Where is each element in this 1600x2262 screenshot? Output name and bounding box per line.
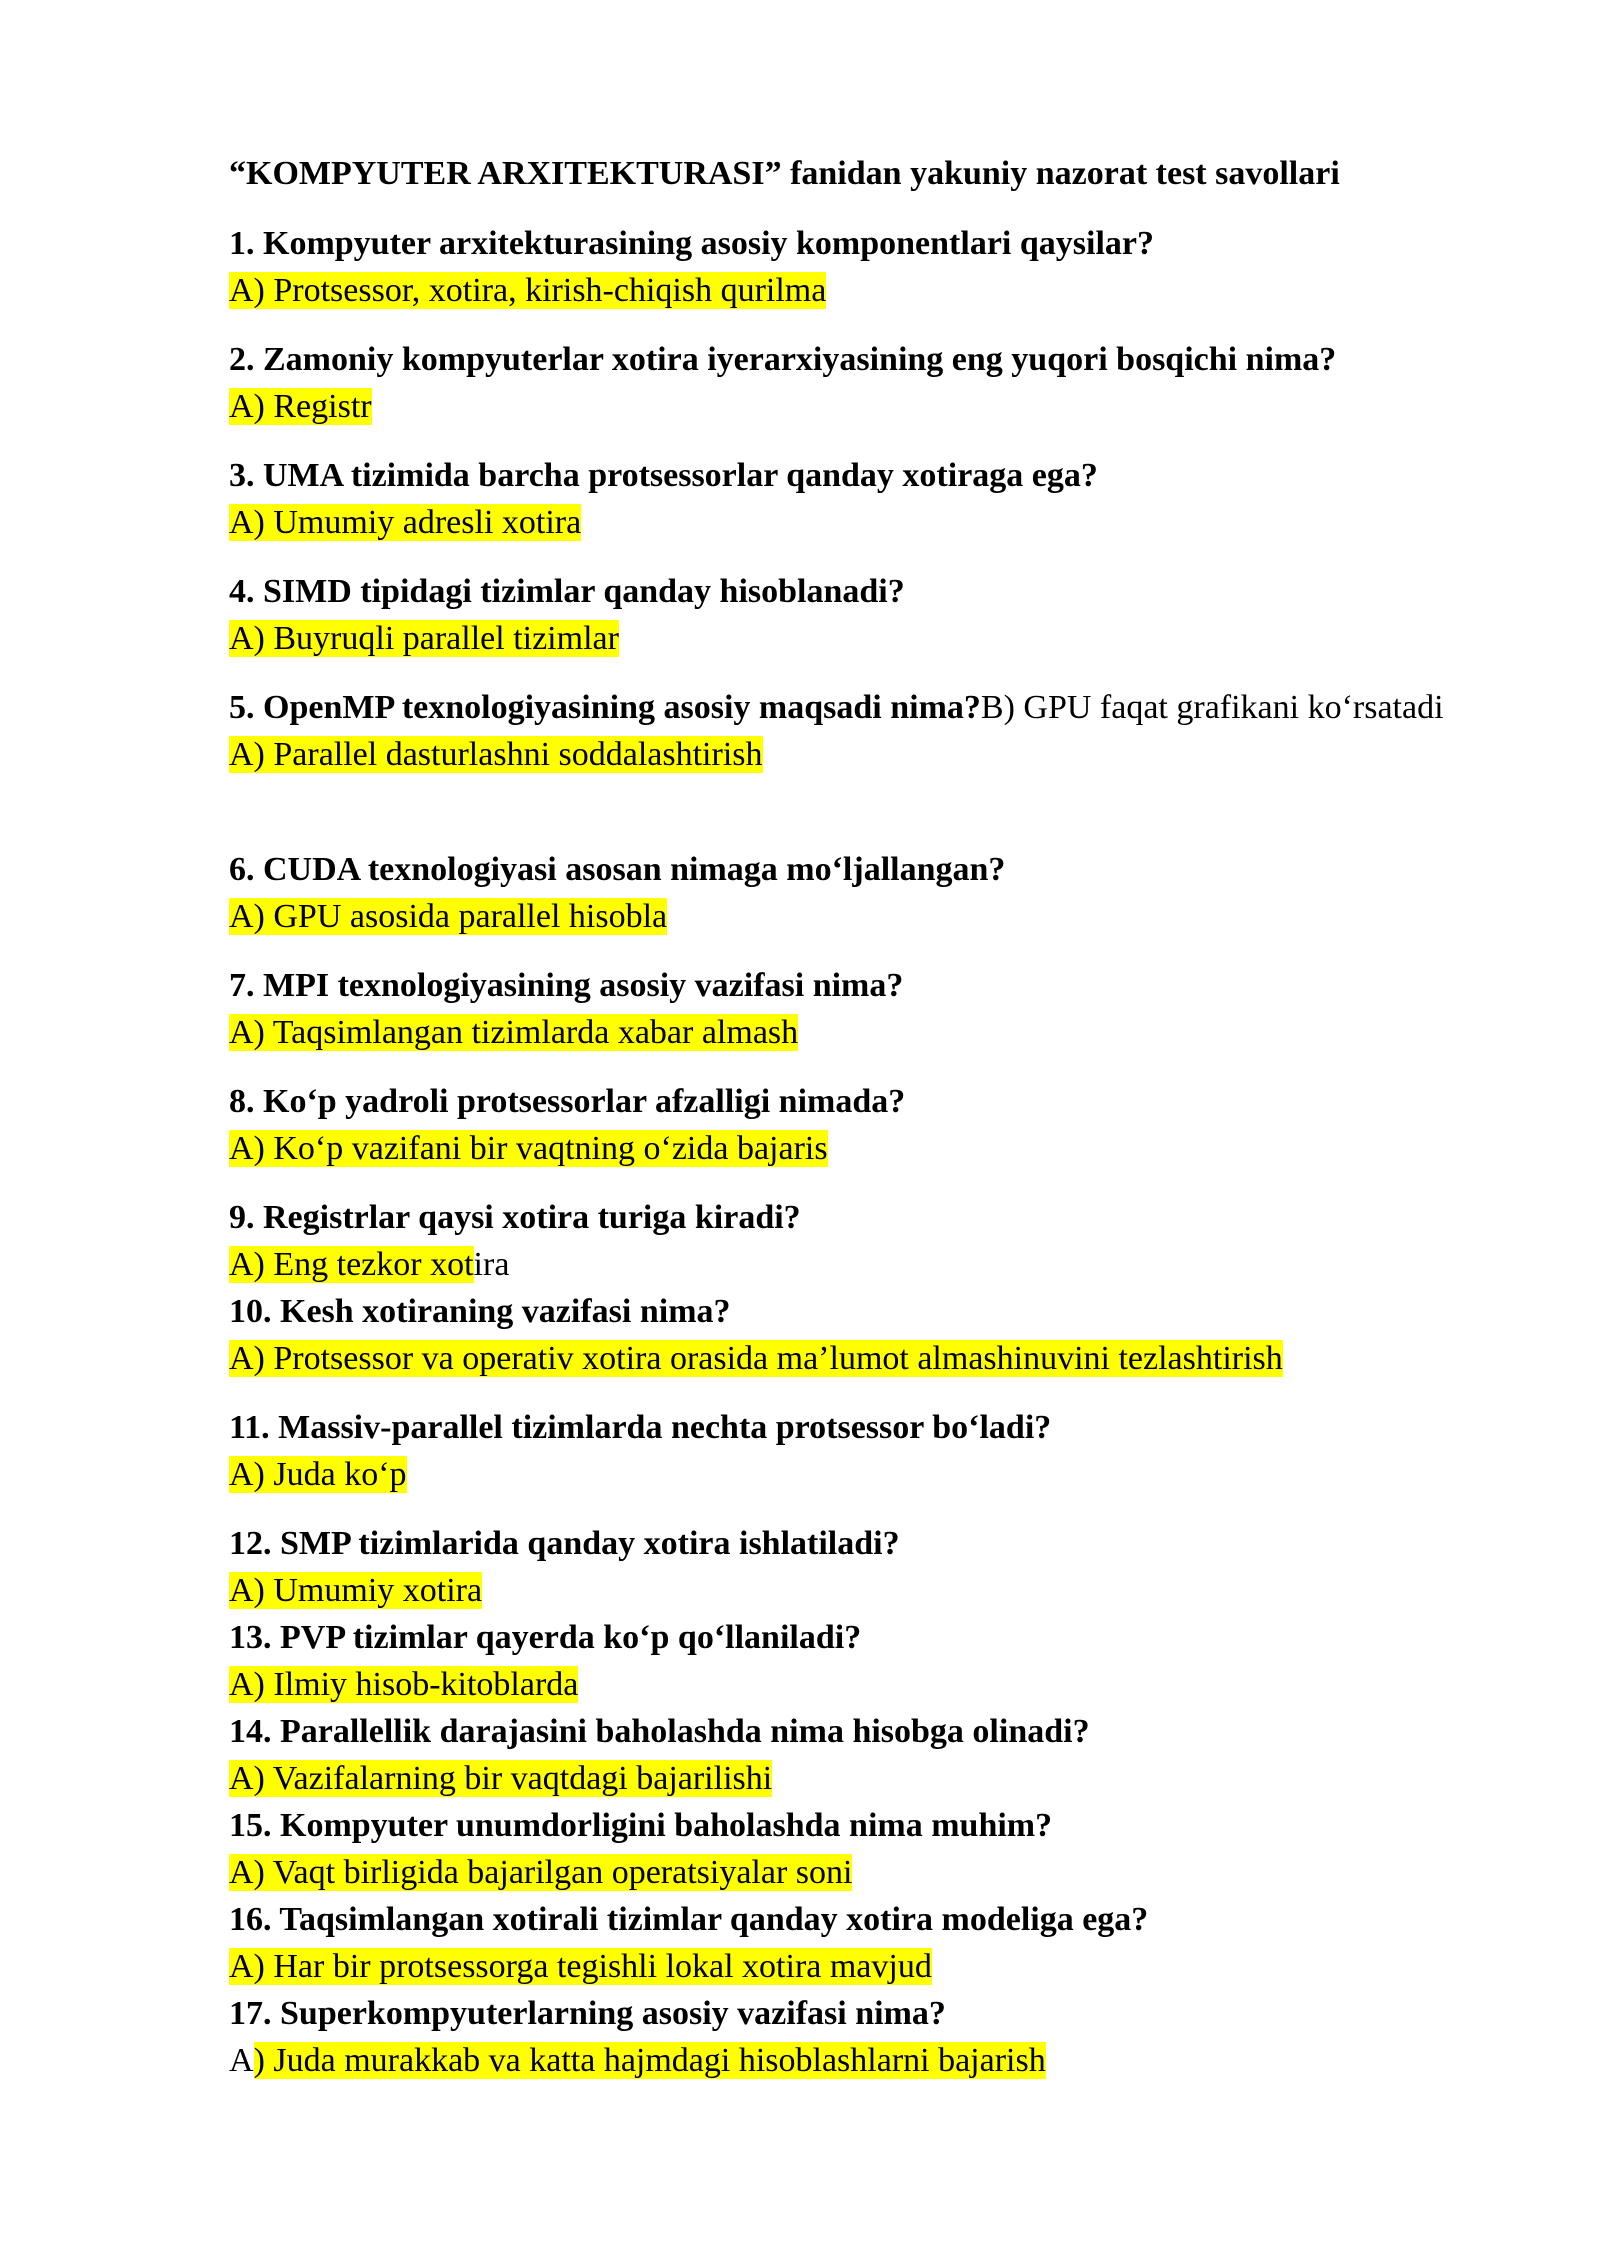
question-text: 1. Kompyuter arxitekturasining asosiy komponentlari qaysilar?	[229, 225, 1154, 262]
answer-text: A) Juda ko‘p	[229, 1456, 407, 1493]
question-item-15	[229, 1802, 1459, 1896]
question-text: 10. Kesh xotiraning vazifasi nima?	[229, 1293, 731, 1330]
answer-text: A) Umumiy adresli xotira	[229, 504, 582, 541]
answer-text: A) Vazifalarning bir vaqtdagi bajarilishi	[229, 1760, 773, 1797]
question-text: 5. OpenMP texnologiyasining asosiy maqsadi nima?	[229, 689, 981, 726]
question-item-12	[229, 1520, 1459, 1614]
question-item-10	[229, 1288, 1459, 1382]
question-text: 16. Taqsimlangan xotirali tizimlar qanday xotira modeliga ega?	[229, 1901, 1149, 1938]
question-item-17	[229, 1990, 1459, 2084]
question-text: 4. SIMD tipidagi tizimlar qanday hisoblanadi?	[229, 573, 905, 610]
answer-text: A) Umumiy xotira	[229, 1572, 483, 1609]
answer-text: A) Buyruqli parallel tizimlar	[229, 620, 619, 657]
answer-text: A) Protsessor, xotira, kirish-chiqish qurilma	[229, 272, 827, 309]
question-item-11	[229, 1404, 1459, 1498]
question-text: 3. UMA tizimida barcha protsessorlar qanday xotiraga ega?	[229, 457, 1098, 494]
answer-text-highlighted: A) Eng tezkor xot	[229, 1246, 474, 1283]
question-text: 6. CUDA texnologiyasi asosan nimaga mo‘ljallangan?	[229, 851, 1006, 888]
answer-text: A) Taqsimlangan tizimlarda xabar almash	[229, 1014, 799, 1051]
document-title: “KOMPYUTER ARXITEKTURASI” fanidan yakuniy nazorat test savollari	[229, 155, 1340, 192]
question-item-9	[229, 1194, 1459, 1288]
answer-text: A) Protsessor va operativ xotira orasida ma’lumot almashinuvini tezlashtirish	[229, 1340, 1283, 1377]
question-item-16	[229, 1896, 1459, 1990]
answer-text: A) Vaqt birligida bajarilgan operatsiyalar soni	[229, 1854, 853, 1891]
question-text: 7. MPI texnologiyasining asosiy vazifasi nima?	[229, 967, 904, 1004]
answer-text: A) GPU asosida parallel hisobla	[229, 898, 668, 935]
question-item-8	[229, 1078, 1459, 1172]
question-text: 14. Parallellik darajasini baholashda nima hisobga olinadi?	[229, 1713, 1090, 1750]
question-item-13	[229, 1614, 1459, 1708]
question-text: 15. Kompyuter unumdorligini baholashda nima muhim?	[229, 1807, 1053, 1844]
question-item-1	[229, 220, 1459, 314]
question-item-2	[229, 336, 1459, 430]
answer-text: A) Ko‘p vazifani bir vaqtning o‘zida bajaris	[229, 1130, 828, 1167]
question-item-3	[229, 452, 1459, 546]
question-item-5	[229, 684, 1449, 778]
answer-text-prefix: A	[229, 2042, 254, 2079]
question-item-6	[229, 846, 1459, 940]
answer-text: A) Ilmiy hisob-kitoblarda	[229, 1666, 579, 1703]
answer-text-highlighted: ) Juda murakkab va katta hajmdagi hisoblashlarni bajarish	[253, 2042, 1046, 2079]
question-text: 17. Superkompyuterlarning asosiy vazifasi nima?	[229, 1995, 946, 2032]
answer-text: A) Registr	[229, 388, 372, 425]
answer-text-rest: ira	[473, 1246, 510, 1283]
question-text: 12. SMP tizimlarida qanday xotira ishlatiladi?	[229, 1525, 900, 1562]
question-text: 9. Registrlar qaysi xotira turiga kiradi?	[229, 1199, 801, 1236]
question-text: 13. PVP tizimlar qayerda ko‘p qo‘llaniladi?	[229, 1619, 862, 1656]
document-page	[229, 0, 1479, 2262]
question-text: 11. Massiv-parallel tizimlarda nechta protsessor bo‘ladi?	[229, 1409, 1052, 1446]
answer-text: A) Har bir protsessorga tegishli lokal xotira mavjud	[229, 1948, 932, 1985]
answer-text: A) Parallel dasturlashni soddalashtirish	[229, 736, 763, 773]
question-text: 2. Zamoniy kompyuterlar xotira iyerarxiyasining eng yuqori bosqichi nima?	[229, 341, 1337, 378]
question-item-4	[229, 568, 1459, 662]
question-item-7	[229, 962, 1459, 1056]
distractor-option-text: B) GPU faqat grafikani ko‘rsatadi	[980, 689, 1444, 726]
question-item-14	[229, 1708, 1459, 1802]
question-text: 8. Ko‘p yadroli protsessorlar afzalligi nimada?	[229, 1083, 906, 1120]
